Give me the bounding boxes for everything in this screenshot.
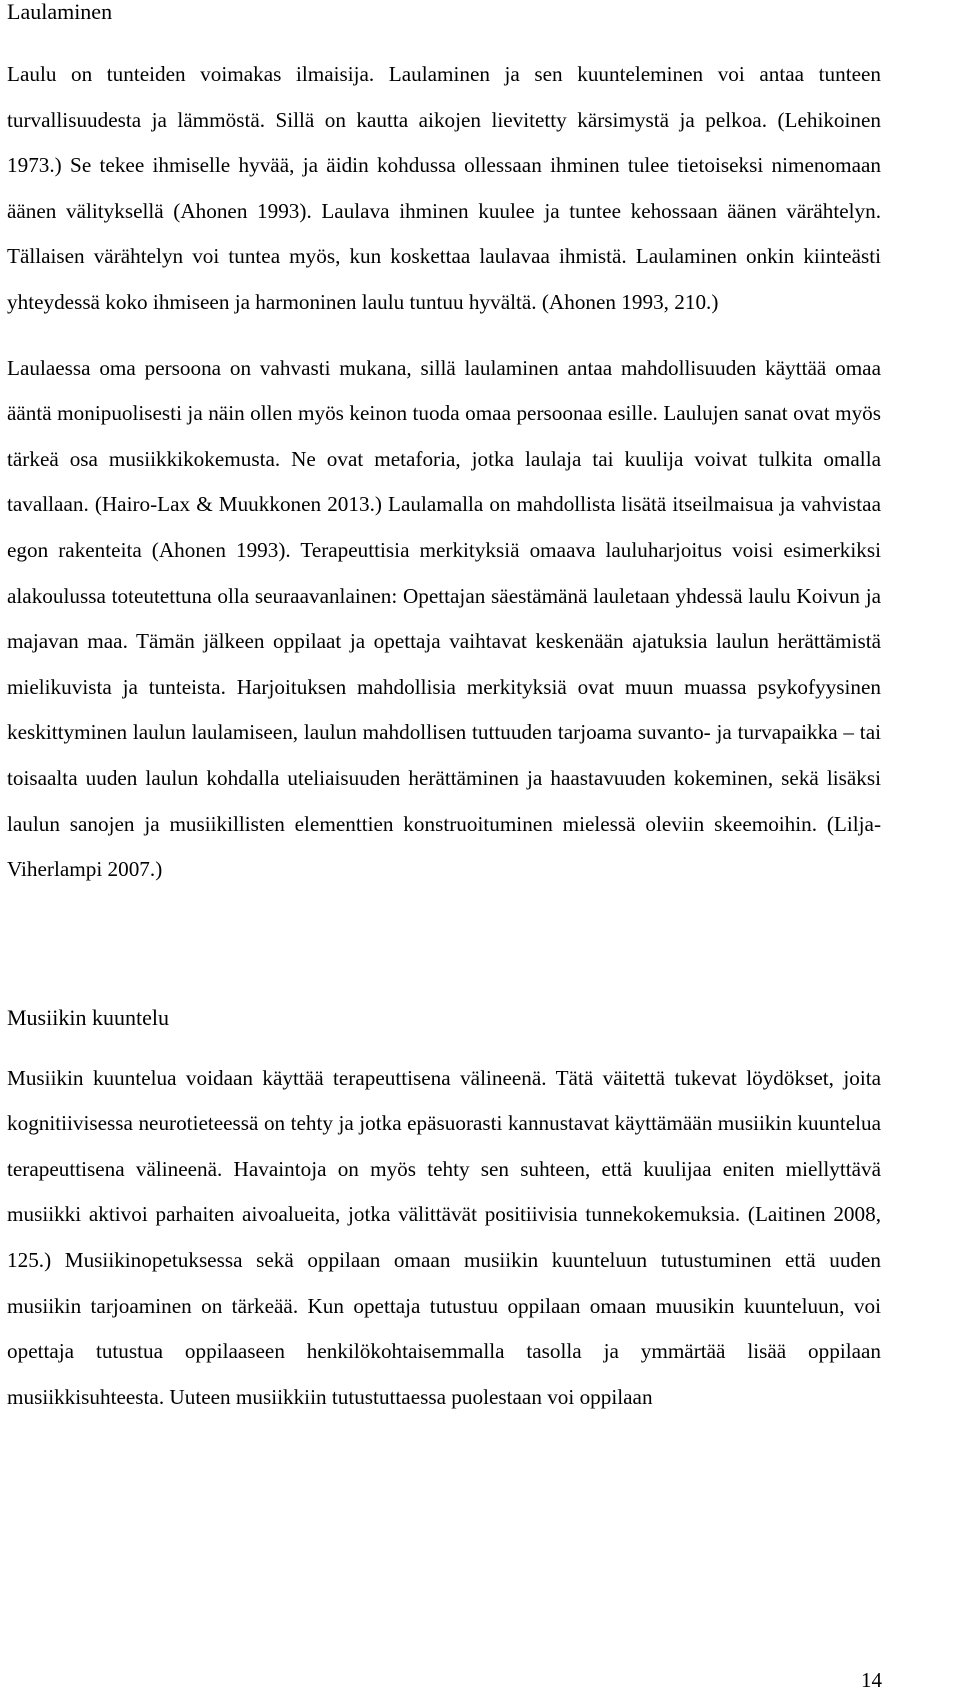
section-heading-laulaminen: Laulaminen: [7, 0, 113, 24]
paragraph: Laulaessa oma persoona on vahvasti mukana, sillä laulaminen antaa mahdollisuuden käyttää omaa ääntä monipuolisesti ja näin ollen myös keinon tuoda omaa persoonaa esille. Laulujen sanat ovat myös tärkeä osa musiikkikokemusta. Ne ovat metaforia, jotka laulaja tai kuulija voivat tulkita omalla tavallaan. (Hairo-Lax & Muukkonen 2013.) Laulamalla on mahdollista lisätä itseilmaisua ja vahvistaa egon rakenteita (Ahonen 1993). Terapeuttisia merkityksiä omaava lauluharjoitus voisi esimerkiksi alakoulussa toteutettuna olla seuraavanlainen: Opettajan säestämänä lauletaan yhdessä laulu Koivun ja majavan maa. Tämän jälkeen oppilaat ja opettaja vaihtavat keskenään ajatuksia laulun herättämistä mielikuvista ja tunteista. Harjoituksen mahdollisia merkityksiä ovat muun muassa psykofyysinen keskittyminen laulun laulamiseen, laulun mahdollisen tuttuuden tarjoama suvanto- ja turvapaikka – tai toisaalta uuden laulun kohdalla uteliaisuuden herättäminen ja haastavuuden kokeminen, sekä lisäksi laulun sanojen ja musiikillisten elementtien konstruoituminen mielessä oleviin skeemoihin. (Lilja-Viherlampi 2007.): [7, 355, 881, 882]
paragraph: Laulu on tunteiden voimakas ilmaisija. Laulaminen ja sen kuunteleminen voi antaa tunteen turvallisuudesta ja lämmöstä. Sillä on kautta aikojen lievitetty kärsimystä ja pelkoa. (Lehikoinen 1973.) Se tekee ihmiselle hyvää, ja äidin kohdussa ollessaan ihminen tulee tietoiseksi nimenomaan äänen välityksellä (Ahonen 1993). Laulava ihminen kuulee ja tuntee kehossaan äänen värähtelyn. Tällaisen värähtelyn voi tuntea myös, kun koskettaa laulavaa ihmistä. Laulaminen onkin kiinteästi yhteydessä koko ihmiseen ja harmoninen laulu tuntuu hyvältä. (Ahonen 1993, 210.): [7, 62, 881, 314]
page-number: 14: [861, 1668, 882, 1692]
section-heading-musiikin-kuuntelu: Musiikin kuuntelu: [7, 1004, 169, 1030]
paragraph: Musiikin kuuntelua voidaan käyttää terapeuttisena välineenä. Tätä väitettä tukevat löydökset, joita kognitiivisessa neurotieteessä on tehty ja jotka epäsuorasti kannustavat käyttämään musiikin kuuntelua terapeuttisena välineenä. Havaintoja on myös tehty sen suhteen, että kuulijaa eniten miellyttävä musiikki aktivoi parhaiten aivoalueita, jotka välittävät positiivisia tunnekokemuksia. (Laitinen 2008, 125.) Musiikinopetuksessa sekä oppilaan omaan musiikin kuunteluun tutustuminen että uuden musiikin tarjoaminen on tärkeää. Kun opettaja tutustuu oppilaan omaan muusikin kuunteluun, voi opettaja tutustua oppilaaseen henkilökohtaisemmalla tasolla ja ymmärtää lisää oppilaan musiikkisuhteesta. Uuteen musiikkiin tutustuttaessa puolestaan voi oppilaan: [7, 1065, 881, 1409]
document-page: [7, 0, 881, 1420]
